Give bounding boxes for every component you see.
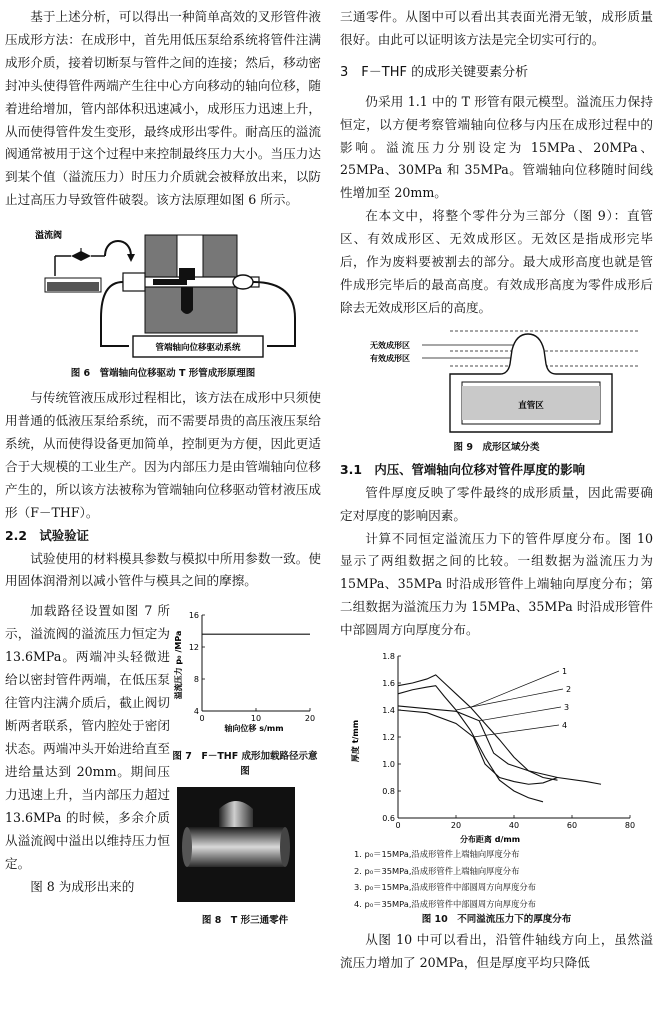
y-tick-label: 4: [193, 707, 199, 717]
paragraph: 图 8 为成形出来的: [30, 879, 135, 895]
invalid-zone-label: 无效成形区: [370, 340, 410, 350]
valid-zone-label: 有效成形区: [370, 353, 410, 363]
drive-system-label: 管端轴向位移驱动系统: [155, 343, 241, 354]
straight-zone-label: 直管区: [518, 400, 544, 411]
series-label: 4: [562, 721, 568, 731]
y-tick-label: 0.8: [382, 787, 395, 797]
x-tick-label: 20: [450, 821, 462, 831]
y-tick-label: 1.6: [382, 679, 395, 689]
y-tick-label: 1.2: [382, 733, 395, 743]
fig7-ylabel: 溢流压力 p₀ /MPa: [174, 630, 183, 700]
y-tick-label: 0.6: [382, 814, 395, 824]
fig10-xlabel: 分布距离 d/mm: [459, 835, 521, 845]
series-leader: [471, 671, 560, 707]
paragraph: 三通零件。从图中可以看出其表面光滑无皱，成形质量很好。由此可以证明该方法是完全切实可行的。: [340, 9, 653, 47]
series-leader: [473, 725, 559, 737]
series-label: 2: [566, 685, 572, 695]
section-heading-3: 3 F－THF 的成形关键要素分析: [340, 64, 529, 80]
y-tick-label: 8: [193, 675, 199, 685]
section-heading-3-1: 3.1 内压、管端轴向位移对管件厚度的影响: [340, 461, 585, 477]
figure-6-diagram: [5, 218, 321, 364]
figure-9-diagram: [340, 328, 653, 438]
series-label: 3: [564, 703, 570, 713]
paragraph: 基于上述分析，可以得出一种简单高效的叉形管件液压成形方法：在成形中，首先用低压泵给系统将管件注满成形介质，接着切断泵与管件之间的连接；然后，移动密封冲头使得管件两端产生往中心方向移动的轴向位移，随着进给增加，管内部体积迅速减小，成形压力迅速上升，从而使得管件发生变形，最终成形出零件。耐高压的溢流阀通常被用于这个过程中来控制最终压力大小。当压力达到某个值（溢流压力）时压力介质就会被释放出来，以防止过高压力导致管件破裂。该方法原理如图 6 所示。: [5, 9, 321, 208]
x-tick-label: 10: [250, 714, 262, 724]
section-heading-2-2: 2.2 试验验证: [5, 527, 89, 543]
paragraph: 管件厚度反映了零件最终的成形质量，因此需要确定对厚度的影响因素。: [340, 484, 653, 523]
y-tick-label: 1.0: [382, 760, 395, 770]
legend-item: 2. p₀＝35MPa,沿成形管件上端轴向厚度分布: [354, 865, 520, 876]
paragraph: 在本文中，将整个零件分为三部分（图 9）：直管区、有效成形区、无效成形区。无效区是指成形完毕后，作为废料要被割去的部分。最大成形高度也就是管件成形完毕后的最高高度。有效成形高度为零件成形后除去无效成形区后的高度。: [340, 208, 653, 315]
figure-10-caption: 图 10 不同溢流压力下的厚度分布: [421, 914, 572, 926]
figure-8-photo: [177, 787, 295, 902]
right-column: [340, 6, 653, 975]
x-tick-label: 20: [304, 714, 316, 724]
left-column: [5, 6, 321, 927]
series-leader: [479, 707, 561, 721]
paragraph: 从图 10 中可以看出，沿管件轴线方向上，虽然溢流压力增加了 20MPa，但是厚度平均只降低: [340, 932, 653, 970]
legend-item: 4. p₀＝35MPa,沿成形管件中部圆周方向厚度分布: [354, 898, 536, 909]
y-tick-label: 1.8: [382, 652, 395, 662]
figure-10-chart: [340, 646, 653, 846]
series-line-2: [398, 686, 543, 802]
legend-item: 1. p₀＝15MPa,沿成形管件上端轴向厚度分布: [354, 849, 520, 860]
series-leader: [456, 689, 563, 710]
x-tick-label: 0: [395, 821, 401, 831]
paragraph: 与传统管液压成形过程相比，该方法在成形中只须使用普通的低液压泵给系统，而不需要昂贵的高压液压泵给系统，从而使得设备更加简单，控制更为方便，因此更适合于大规模的工业生产。因为内部压力是由管端轴向位移产生的，所以该方法被称为管端轴向位移驱动管材液压成形（F－THF）。: [5, 390, 321, 520]
y-tick-label: 16: [188, 611, 199, 621]
figure-6-caption: 图 6 管端轴向位移驱动 T 形管成形原理图: [70, 368, 256, 380]
y-tick-label: 12: [188, 643, 199, 653]
x-tick-label: 0: [199, 714, 205, 724]
figure-10-legend: [354, 846, 653, 912]
figure-7-caption: 图 7 F－THF 成形加载路径示意图: [172, 751, 318, 778]
series-line-1: [398, 675, 558, 780]
x-tick-label: 40: [508, 821, 520, 831]
fig10-ylabel: 厚度 t/mm: [351, 719, 360, 763]
series-label: 1: [562, 667, 568, 677]
relief-valve-icon: [71, 248, 91, 261]
paragraph: 计算不同恒定溢流压力下的管件厚度分布。图 10 显示了两组数据之间的比较。一组数据为溢流压力为 15MPa、35MPa 时沿成形管件上端轴向厚度分布；第二组数据为溢流压力为 15MPa、35MPa 时沿成形管件中部圆周方向厚度分布。: [340, 530, 653, 638]
y-tick-label: 1.4: [382, 706, 395, 716]
figure-8-caption: 图 8 T 形三通零件: [201, 915, 289, 927]
x-tick-label: 80: [624, 821, 636, 831]
paragraph: 加载路径设置如图 7 所示，溢流阀的溢流压力恒定为 13.6MPa。两端冲头轻微进给以密封管件两端，在低压泵往管内注满介质后，截止阀切断两者联系，管内腔处于密闭状态。两端冲头开始进给直至进给量达到 20mm。期间压力迅速上升，当内部压力超过 13.6MPa 的时候，多余介质从溢流阀中溢出以维持压力恒定。: [5, 603, 170, 872]
left-punch: [123, 273, 145, 291]
paragraph: 试验使用的材料模具参数与模拟中所用参数一致。使用固体润滑剂以减小管件与模具之间的摩擦。: [5, 550, 321, 589]
figure-7-chart: [172, 607, 322, 735]
paragraph: 仍采用 1.1 中的 T 形管有限元模型。溢流压力保持恒定，以方便考察管端轴向位移与内压在成形过程中的影响。溢流压力分别设定为 15MPa、20MPa、25MPa、30MPa 和 35MPa。管端轴向位移随时间线性增加至 20mm。: [340, 93, 653, 201]
valve-label: 溢流阀: [35, 231, 63, 242]
fig7-xlabel: 轴向位移 s/mm: [224, 724, 284, 734]
legend-item: 3. p₀＝15MPa,沿成形管件中部圆周方向厚度分布: [354, 882, 536, 893]
wrap-section: [5, 599, 321, 927]
x-tick-label: 60: [566, 821, 578, 831]
figure-9-caption: 图 9 成形区域分类: [453, 441, 540, 453]
